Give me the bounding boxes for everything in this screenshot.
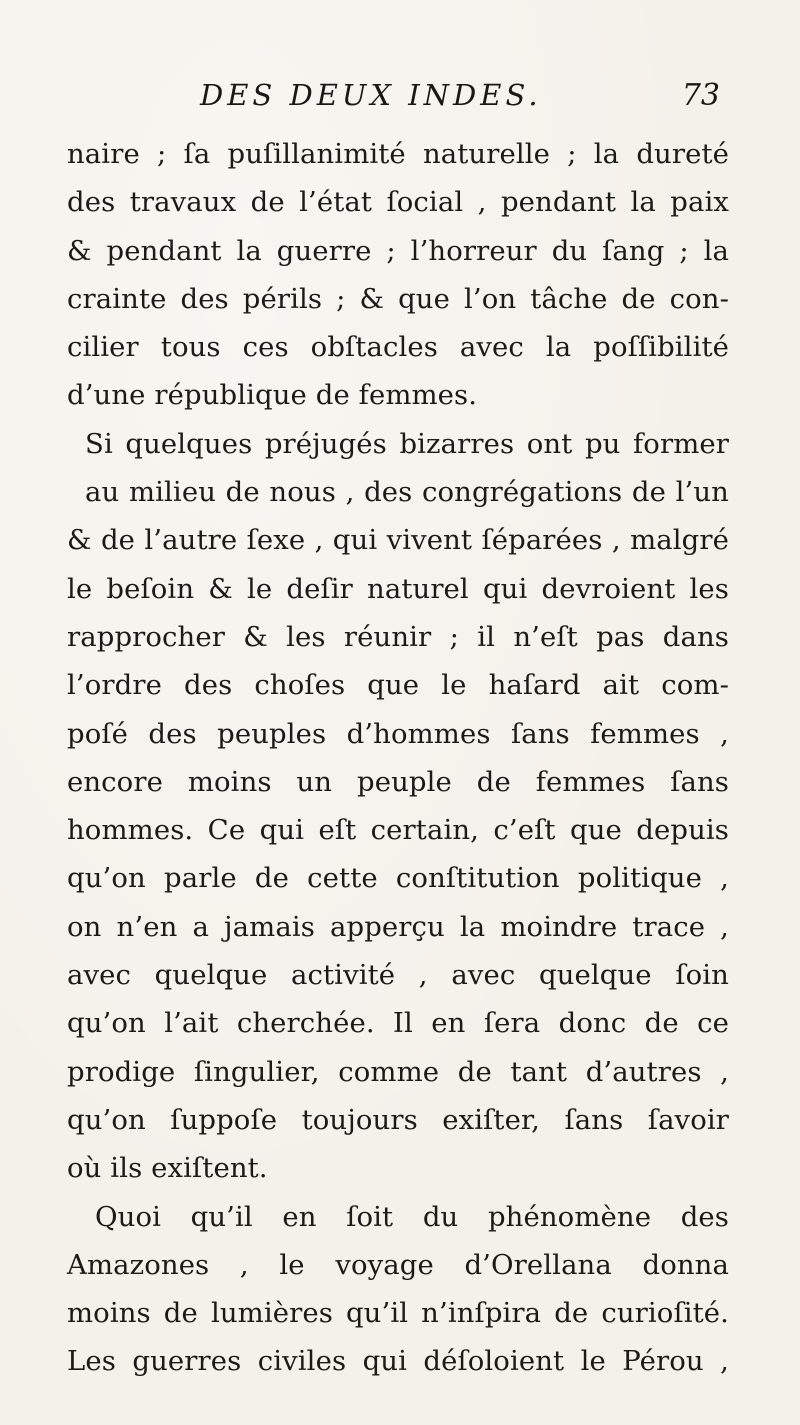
text-line: des travaux de l’état ſocial , pendant la paix bbox=[67, 186, 729, 219]
text-line: l’ordre des choſes que le haſard ait com- bbox=[67, 669, 729, 702]
text-line: crainte des périls ; & que l’on tâche de con- bbox=[67, 282, 729, 315]
text-line: hommes. Ce qui eſt certain, c’eſt que depuis bbox=[67, 814, 729, 847]
text-line: avec quelque activité , avec quelque ſoin bbox=[67, 959, 729, 992]
text-line: qu’on l’ait cherchée. Il en ſera donc de ce bbox=[67, 1007, 729, 1040]
text-line: naire ; ſa puſillanimité naturelle ; la dureté bbox=[67, 138, 729, 170]
text-line: encore moins un peuple de femmes ſans bbox=[67, 765, 729, 798]
text-line: cilier tous ces obſtacles avec la poſſibilité bbox=[67, 331, 729, 364]
running-head bbox=[200, 78, 720, 118]
text-line: au milieu de nous , des congrégations de l’un bbox=[85, 476, 729, 509]
text-line: où ils exiſtent. bbox=[67, 1152, 268, 1185]
text-line: le beſoin & le deſir naturel qui devroient les bbox=[67, 572, 729, 605]
text-line: qu’on ſuppoſe toujours exiſter, ſans ſavoir bbox=[67, 1103, 729, 1136]
text-line: & de l’autre ſexe , qui vivent ſéparées , malgré bbox=[67, 524, 729, 557]
text-line: prodige ſingulier, comme de tant d’autres , bbox=[67, 1055, 729, 1088]
text-line: rapprocher & les réunir ; il n’eſt pas dans bbox=[67, 620, 729, 653]
body-text bbox=[67, 130, 729, 1386]
text-line: Les guerres civiles qui déſoloient le Pérou , bbox=[67, 1345, 729, 1378]
text-line: on n’en a jamais apperçu la moindre trace , bbox=[67, 910, 729, 943]
text-line: moins de lumières qu’il n’inſpira de curioſité. bbox=[67, 1297, 729, 1330]
text-line: & pendant la guerre ; l’horreur du ſang ; la bbox=[67, 234, 729, 267]
text-line: d’une république de femmes. bbox=[67, 379, 478, 412]
running-title: DES DEUX INDES. bbox=[200, 78, 542, 112]
text-line: poſé des peuples d’hommes ſans femmes , bbox=[67, 717, 729, 750]
text-line: Amazones , le voyage d’Orellana donna bbox=[67, 1248, 729, 1281]
page-number: 73 bbox=[681, 78, 720, 113]
text-line: Si quelques préjugés bizarres ont pu former bbox=[85, 427, 729, 460]
text-line: Quoi qu’il en ſoit du phénomène des bbox=[95, 1200, 729, 1233]
text-line: qu’on parle de cette conſtitution politique , bbox=[67, 862, 729, 895]
